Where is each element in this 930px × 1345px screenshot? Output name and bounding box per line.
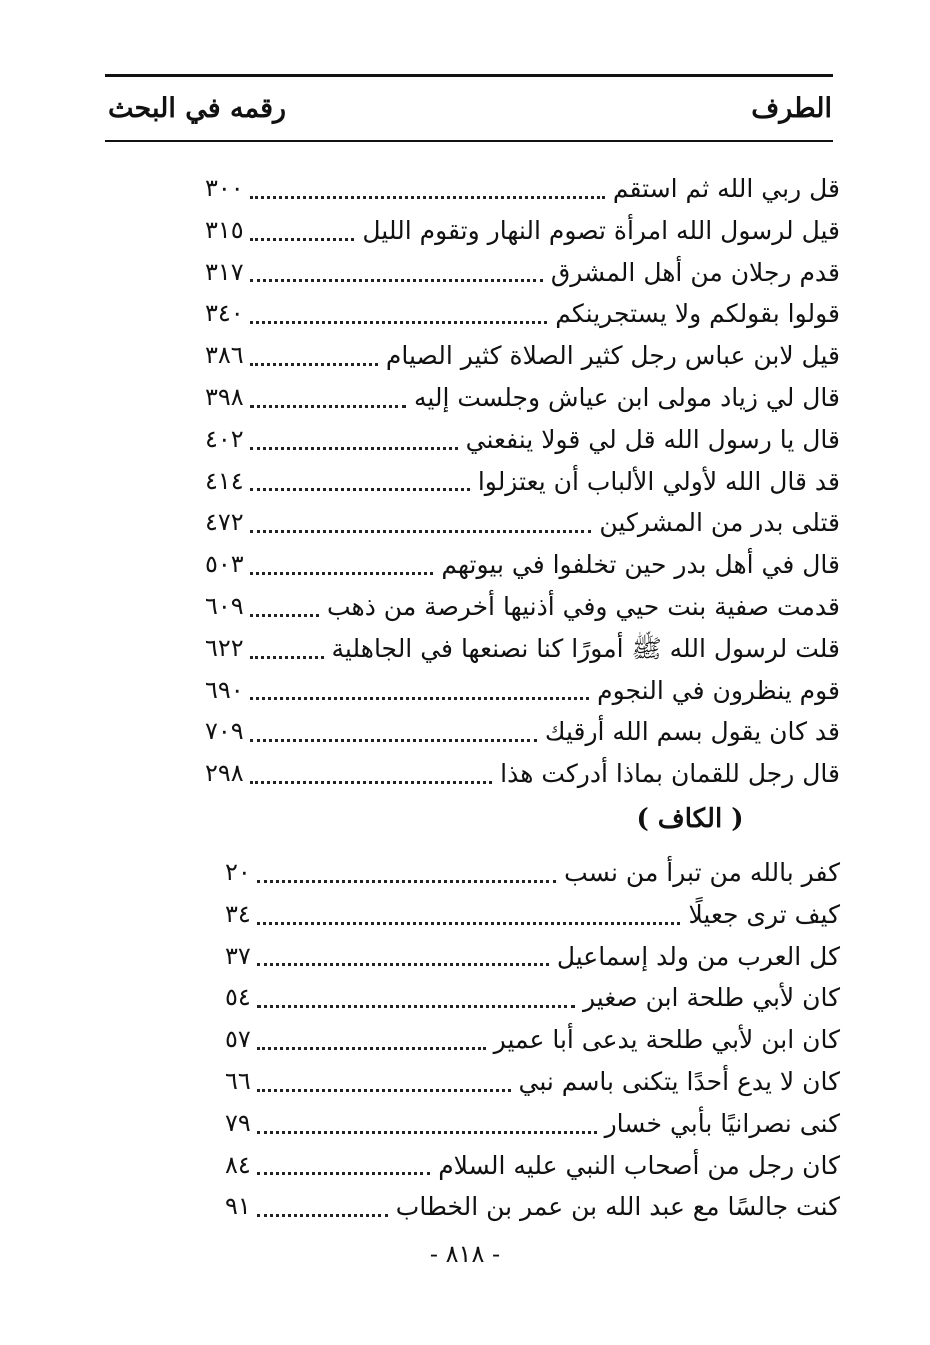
entry-text: قد كان يقول بسم الله أرقيك [544, 717, 840, 747]
index-entry [225, 936, 840, 978]
index-entry [205, 670, 840, 712]
entry-number: ٢٠ [225, 858, 251, 886]
entry-number: ٣٤ [225, 899, 251, 928]
index-entry [225, 1061, 840, 1103]
entry-number: ٨٤ [225, 1150, 251, 1179]
index-entry [205, 210, 840, 252]
entry-number: ٣٠٠ [205, 174, 244, 202]
dot-leader [250, 656, 324, 659]
entry-text: كفر بالله من تبرأ من نسب [564, 858, 840, 887]
entry-text: قال يا رسول الله قل لي قولا ينفعني [465, 424, 840, 454]
page-number: - ٨١٨ - [429, 1240, 501, 1268]
index-entry [205, 461, 840, 503]
dot-leader [250, 530, 592, 533]
index-list-qaf [205, 168, 840, 795]
dot-leader [257, 1005, 575, 1008]
dot-leader [257, 1172, 430, 1175]
entry-text: قيل لابن عباس رجل كثير الصلاة كثير الصيام [385, 341, 840, 371]
entry-text: قيل لرسول الله امرأة تصوم النهار وتقوم الليل [362, 215, 840, 245]
dot-leader [250, 614, 319, 617]
entry-number: ٣١٥ [205, 215, 244, 244]
index-entry [205, 711, 840, 753]
dot-leader [250, 279, 543, 282]
header-phrase-label: الطرف [751, 92, 832, 124]
entry-number: ٣١٧ [205, 257, 244, 286]
entry-text: قل ربي الله ثم استقم [612, 174, 840, 203]
entry-number: ٤٠٢ [205, 424, 244, 453]
dot-leader [250, 196, 605, 199]
section-heading-kaf: ( الكاف ) [636, 804, 744, 834]
entry-text: كيف ترى جعيلًا [688, 899, 840, 929]
entry-number: ٣٨٦ [205, 341, 244, 370]
entry-number: ٢٩٨ [205, 759, 244, 788]
index-entry [205, 335, 840, 377]
entry-text: قتلى بدر من المشركين [599, 508, 840, 538]
dot-leader [250, 781, 492, 784]
dot-leader [257, 1047, 486, 1050]
entry-text: كان رجل من أصحاب النبي عليه السلام [438, 1150, 840, 1180]
dot-leader [257, 1214, 388, 1217]
entry-number: ٧٩ [225, 1108, 251, 1137]
entry-number: ٦٩٠ [205, 675, 244, 704]
index-entry [205, 419, 840, 461]
index-entry [205, 252, 840, 294]
header-number-label: رقمه في البحث [108, 92, 287, 124]
entry-number: ٦٦ [225, 1066, 251, 1095]
index-entry [205, 586, 840, 628]
dot-leader [257, 1089, 511, 1092]
index-entry [205, 502, 840, 544]
entry-text: قد قال الله لأولي الألباب أن يعتزلوا [477, 466, 840, 496]
entry-text: قوم ينظرون في النجوم [597, 675, 840, 705]
entry-text: قلت لرسول الله ﷺ أمورًا كنا نصنعها في الجاهلية [331, 633, 840, 663]
entry-text: قال في أهل بدر حين تخلفوا في بيوتهم [441, 550, 840, 580]
entry-number: ٤١٤ [205, 466, 244, 495]
entry-text: قولوا بقولكم ولا يستجرينكم [555, 299, 840, 329]
index-entry [225, 977, 840, 1019]
entry-number: ٣٧ [225, 941, 251, 970]
dot-leader [257, 1131, 597, 1134]
index-entry [225, 894, 840, 936]
index-entry [225, 1019, 840, 1061]
entry-text: كان لا يدع أحدًا يتكنى باسم نبي [518, 1066, 840, 1096]
index-header [108, 84, 832, 132]
index-entry [225, 1145, 840, 1187]
top-rule [105, 74, 833, 77]
index-entry [225, 852, 840, 894]
entry-number: ٣٩٨ [205, 382, 244, 411]
header-rule [105, 140, 833, 142]
entry-number: ٥٠٣ [205, 550, 244, 579]
index-entry [205, 628, 840, 670]
index-entry [205, 293, 840, 335]
index-entry [205, 168, 840, 210]
index-list-kaf [225, 852, 840, 1228]
entry-number: ٦٠٩ [205, 591, 244, 620]
entry-text: قال لي زياد مولى ابن عياش وجلست إليه [413, 382, 840, 412]
dot-leader [250, 363, 378, 366]
entry-text: كان لأبي طلحة ابن صغير [583, 983, 840, 1013]
dot-leader [250, 321, 548, 324]
entry-text: كل العرب من ولد إسماعيل [556, 941, 840, 971]
dot-leader [257, 922, 681, 925]
dot-leader [250, 405, 406, 408]
dot-leader [257, 963, 549, 966]
dot-leader [250, 488, 470, 491]
entry-text: كنت جالسًا مع عبد الله بن عمر بن الخطاب [395, 1192, 840, 1222]
entry-number: ٤٧٢ [205, 508, 244, 537]
dot-leader [250, 697, 589, 700]
dot-leader [257, 880, 556, 883]
dot-leader [250, 739, 537, 742]
dot-leader [250, 572, 434, 575]
entry-number: ٥٧ [225, 1025, 251, 1054]
index-entry [225, 1186, 840, 1228]
index-entry [205, 377, 840, 419]
entry-text: كنى نصرانيًا بأبي خسار [604, 1108, 840, 1138]
entry-number: ٩١ [225, 1192, 251, 1221]
dot-leader [250, 447, 458, 450]
index-entry [205, 544, 840, 586]
index-entry [205, 753, 840, 795]
entry-number: ٥٤ [225, 983, 251, 1012]
index-entry [225, 1103, 840, 1145]
entry-number: ٦٢٢ [205, 633, 244, 662]
entry-text: كان ابن لأبي طلحة يدعى أبا عمير [493, 1025, 840, 1055]
entry-text: قال رجل للقمان بماذا أدركت هذا [500, 759, 840, 789]
entry-number: ٧٠٩ [205, 717, 244, 746]
dot-leader [250, 238, 355, 241]
entry-text: قدم رجلان من أهل المشرق [550, 257, 840, 287]
entry-number: ٣٤٠ [205, 299, 244, 328]
entry-text: قدمت صفية بنت حيي وفي أذنيها أخرصة من ذهب [327, 591, 840, 621]
